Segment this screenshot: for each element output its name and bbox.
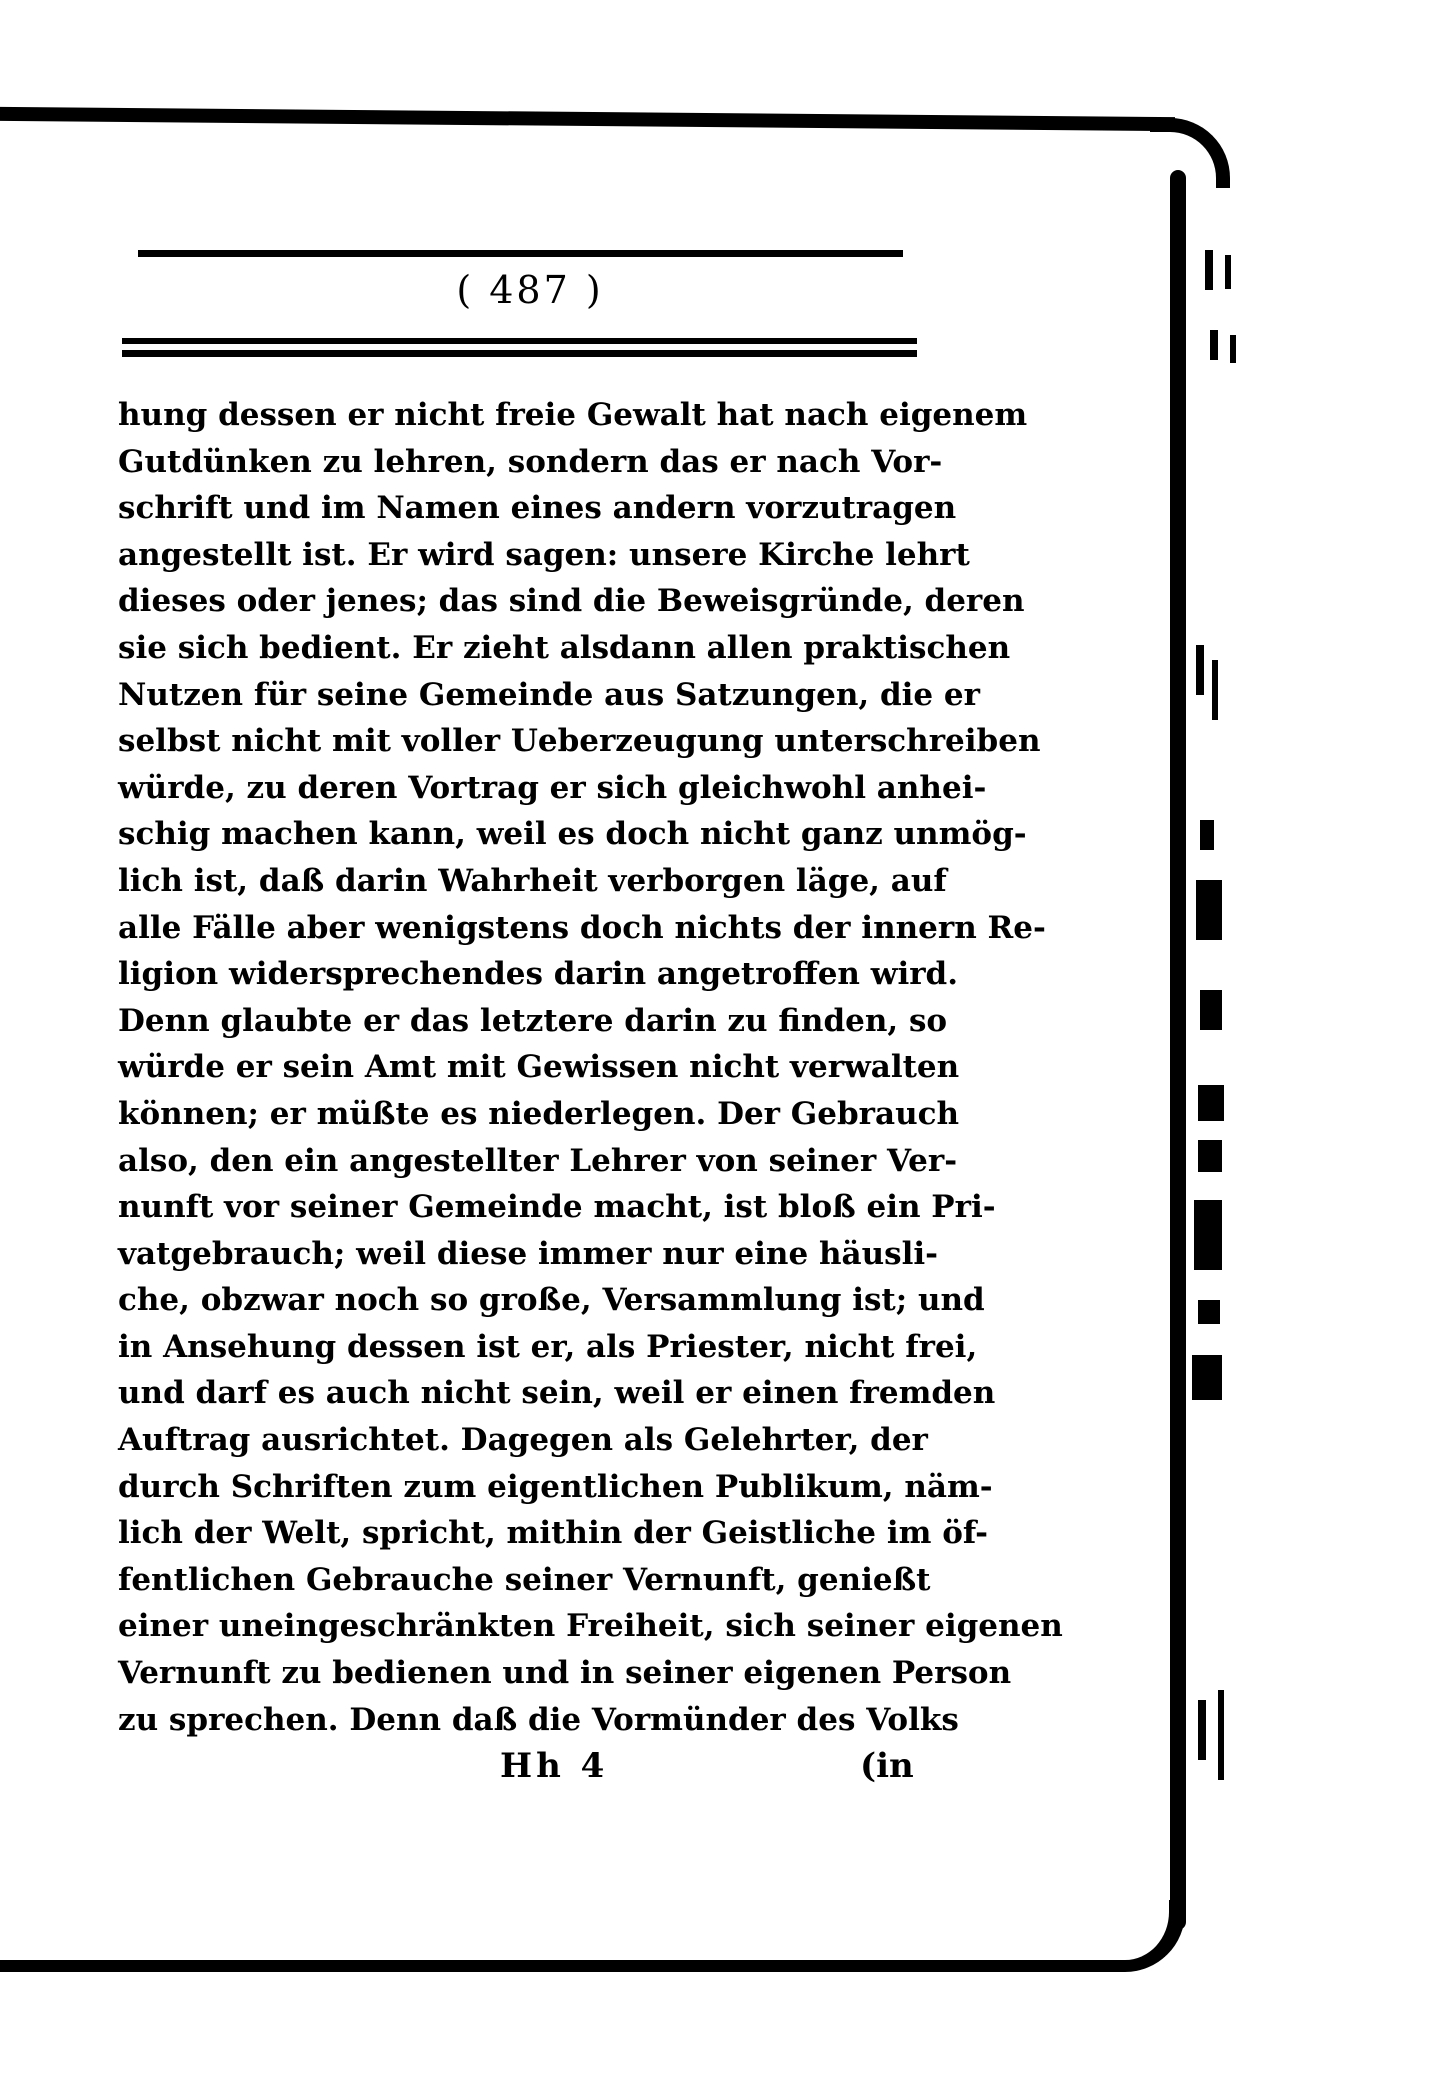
text-line: ligion widersprechendes darin angetroffen wird.: [118, 956, 959, 993]
text-line: können; er müßte es niederlegen. Der Gebrauch: [118, 1095, 960, 1132]
text-line: fentlichen Gebrauche seiner Vernunft, genießt: [118, 1561, 931, 1598]
text-line: würde er sein Amt mit Gewissen nicht verwalten: [118, 1049, 960, 1086]
text-line: Nutzen für seine Gemeinde aus Satzungen, die er: [118, 676, 980, 713]
edge-mark: [1200, 820, 1214, 850]
text-line: nunft vor seiner Gemeinde macht, ist bloß ein Pri-: [118, 1189, 996, 1226]
text-line: angestellt ist. Er wird sagen: unsere Kirche lehrt: [118, 536, 970, 573]
text-line: selbst nicht mit voller Ueberzeugung unterschreiben: [118, 723, 1041, 760]
header-rule-double-upper: [122, 338, 917, 344]
edge-mark: [1205, 250, 1213, 290]
text-line: dieses oder jenes; das sind die Beweisgründe, deren: [118, 583, 1025, 620]
text-line: schig machen kann, weil es doch nicht ganz unmög-: [118, 816, 1027, 853]
edge-mark: [1230, 335, 1236, 363]
edge-mark: [1212, 660, 1218, 720]
edge-mark: [1198, 1085, 1224, 1121]
text-line: schrift und im Namen eines andern vorzutragen: [118, 490, 957, 527]
edge-mark: [1198, 1700, 1206, 1760]
text-line: sie sich bedient. Er zieht alsdann allen praktischen: [118, 629, 1011, 666]
text-line: zu sprechen. Denn daß die Vormünder des Volks: [118, 1701, 959, 1738]
edge-mark: [1210, 330, 1218, 360]
body-text: [118, 392, 1063, 1743]
text-line: in Ansehung dessen ist er, als Priester, nicht frei,: [118, 1328, 978, 1365]
frame-top-right-corner: [1150, 118, 1230, 188]
header-rule-double-lower: [122, 350, 917, 357]
edge-mark: [1196, 645, 1204, 695]
text-line: also, den ein angestellter Lehrer von seiner Ver-: [118, 1142, 958, 1179]
catchword: (in: [860, 1746, 914, 1786]
signature-mark: Hh 4: [500, 1746, 609, 1786]
text-line: hung dessen er nicht freie Gewalt hat nach eigenem: [118, 397, 1028, 433]
text-line: einer uneingeschränkten Freiheit, sich seiner eigenen: [118, 1608, 1063, 1645]
edge-mark: [1225, 255, 1231, 289]
frame-right-edge: [1170, 170, 1186, 1930]
edge-mark: [1218, 1690, 1224, 1780]
frame-bottom-edge: [0, 1960, 1120, 1972]
text-line: Denn glaubte er das letztere darin zu finden, so: [118, 1002, 948, 1039]
text-line: lich ist, daß darin Wahrheit verborgen läge, auf: [118, 862, 947, 899]
text-line: lich der Welt, spricht, mithin der Geistliche im öf-: [118, 1515, 988, 1552]
text-line: Auftrag ausrichtet. Dagegen als Gelehrter, der: [118, 1422, 928, 1459]
frame-bottom-right-corner: [1095, 1900, 1185, 1972]
frame-top-edge: [0, 107, 1175, 131]
text-line: würde, zu deren Vortrag er sich gleichwohl anhei-: [118, 769, 987, 806]
text-line: durch Schriften zum eigentlichen Publikum, näm-: [118, 1468, 993, 1505]
edge-mark: [1200, 990, 1222, 1030]
edge-mark: [1198, 1300, 1220, 1324]
text-line: alle Fälle aber wenigstens doch nichts der innern Re-: [118, 909, 1046, 946]
header-rule-top: [138, 250, 903, 257]
text-line: Gutdünken zu lehren, sondern das er nach Vor-: [118, 443, 943, 480]
edge-mark: [1196, 880, 1222, 940]
text-line: vatgebrauch; weil diese immer nur eine häusli-: [118, 1235, 939, 1272]
text-line: und darf es auch nicht sein, weil er einen fremden: [118, 1375, 996, 1412]
edge-mark: [1198, 1140, 1222, 1172]
text-line: che, obzwar noch so große, Versammlung ist; und: [118, 1282, 985, 1319]
edge-mark: [1194, 1200, 1222, 1270]
page-number: ( 487 ): [456, 268, 604, 312]
text-line: Vernunft zu bedienen und in seiner eigenen Person: [118, 1655, 1012, 1692]
edge-mark: [1192, 1355, 1222, 1400]
